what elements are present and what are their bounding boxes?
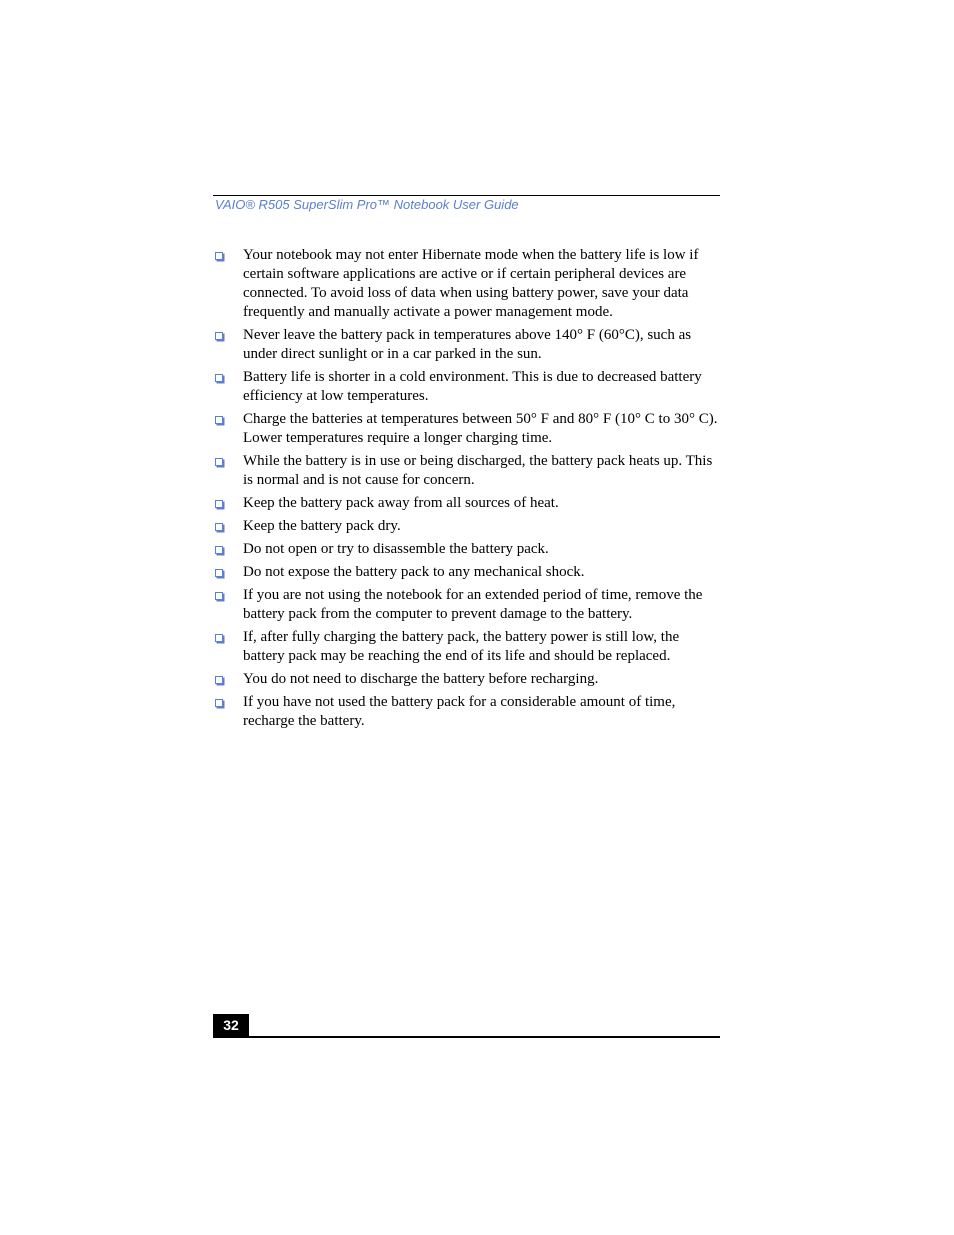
checkbox-bullet-icon (215, 523, 223, 531)
list-item (213, 246, 723, 322)
header-divider (213, 195, 720, 196)
list-item (213, 540, 723, 559)
list-item (213, 563, 723, 582)
checkbox-bullet-icon (215, 458, 223, 466)
list-item-text: While the battery is in use or being discharged, the battery pack heats up. This is normal and is not cause for concern. (243, 453, 713, 488)
page-number: 32 (213, 1014, 249, 1036)
list-item (213, 368, 723, 406)
checkbox-bullet-icon (215, 569, 223, 577)
list-item-text: Do not expose the battery pack to any mechanical shock. (243, 564, 585, 580)
list-item-text: Battery life is shorter in a cold environment. This is due to decreased battery efficiency at low temperatures. (243, 369, 702, 404)
list-item-text: Do not open or try to disassemble the battery pack. (243, 541, 549, 557)
list-item-text: You do not need to discharge the battery before recharging. (243, 671, 599, 687)
list-item-text: Never leave the battery pack in temperatures above 140° F (60°C), such as under direct sunlight or in a car parked in the sun. (243, 327, 692, 362)
list-item (213, 452, 723, 490)
checkbox-bullet-icon (215, 592, 223, 600)
list-item (213, 517, 723, 536)
list-item (213, 410, 723, 448)
list-item-text: If you have not used the battery pack for a considerable amount of time, recharge the battery. (243, 694, 676, 729)
checkbox-bullet-icon (215, 252, 223, 260)
checkbox-bullet-icon (215, 332, 223, 340)
battery-tips-list (213, 246, 723, 735)
list-item (213, 670, 723, 689)
list-item (213, 586, 723, 624)
list-item-text: If, after fully charging the battery pack, the battery power is still low, the battery pack may be reaching the end of its life and should be replaced. (243, 629, 680, 664)
checkbox-bullet-icon (215, 676, 223, 684)
checkbox-bullet-icon (215, 500, 223, 508)
document-title: VAIO® R505 SuperSlim Pro™ Notebook User Guide (215, 197, 519, 212)
list-item (213, 494, 723, 513)
list-item-text: Charge the batteries at temperatures between 50° F and 80° F (10° C to 30° C). Lower temperatures require a longer charging time. (243, 411, 718, 446)
list-item-text: If you are not using the notebook for an extended period of time, remove the battery pack from the computer to prevent damage to the battery. (243, 587, 703, 622)
list-item (213, 326, 723, 364)
list-item (213, 693, 723, 731)
list-item-text: Keep the battery pack away from all sources of heat. (243, 495, 559, 511)
checkbox-bullet-icon (215, 374, 223, 382)
list-item (213, 628, 723, 666)
checkbox-bullet-icon (215, 416, 223, 424)
checkbox-bullet-icon (215, 634, 223, 642)
checkbox-bullet-icon (215, 546, 223, 554)
checkbox-bullet-icon (215, 699, 223, 707)
list-item-text: Your notebook may not enter Hibernate mode when the battery life is low if certain software applications are active or if certain peripheral devices are connected. To avoid loss of data when using battery power, save your data frequently and manually activate a power management mode. (243, 247, 699, 320)
list-item-text: Keep the battery pack dry. (243, 518, 401, 534)
footer-divider (213, 1036, 720, 1038)
